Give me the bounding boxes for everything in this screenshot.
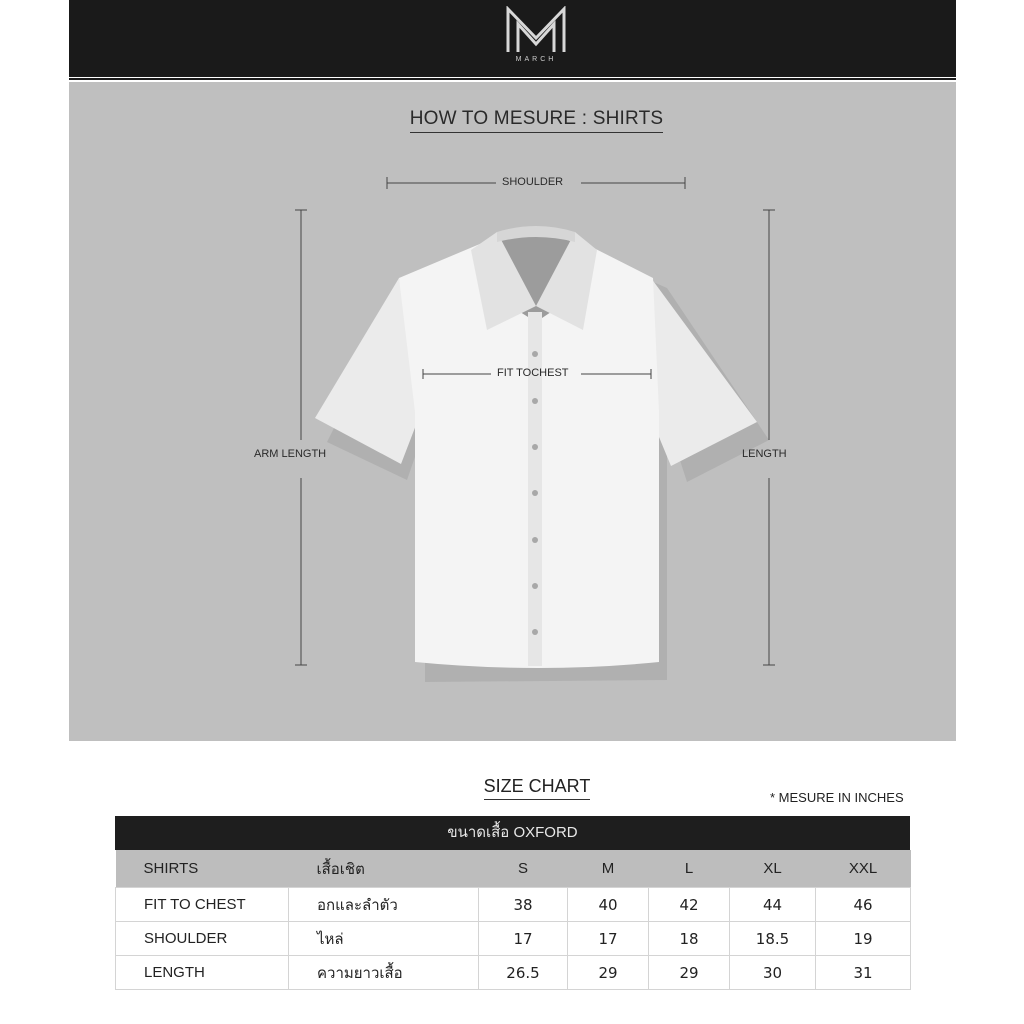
cell-l: 29: [649, 956, 730, 990]
unit-note: * MESURE IN INCHES: [770, 790, 904, 805]
header-thai: เสื้อเชิต: [289, 850, 479, 888]
cell-s: 26.5: [479, 956, 568, 990]
arm-length-label: ARM LENGTH: [254, 448, 327, 460]
header-size-xxl: XXL: [816, 850, 911, 888]
cell-l: 42: [649, 888, 730, 922]
cell-m: 40: [568, 888, 649, 922]
cell-s: 17: [479, 922, 568, 956]
size-chart-title: SIZE CHART: [437, 776, 637, 797]
brand-wordmark: MARCH: [515, 56, 557, 63]
row-thai: ความยาวเสื้อ: [289, 956, 479, 990]
table-header-row: [116, 850, 911, 888]
length-label: LENGTH: [742, 448, 787, 460]
row-name: FIT TO CHEST: [116, 888, 289, 922]
march-logo: [505, 6, 567, 66]
header-shirts: SHIRTS: [116, 850, 289, 888]
cell-l: 18: [649, 922, 730, 956]
table-row: [116, 888, 911, 922]
header-size-l: L: [649, 850, 730, 888]
size-table: [115, 816, 910, 990]
shoulder-label: SHOULDER: [502, 176, 564, 188]
brand-header: [69, 0, 956, 77]
cell-xl: 18.5: [730, 922, 816, 956]
cell-s: 38: [479, 888, 568, 922]
header-size-m: M: [568, 850, 649, 888]
row-name: SHOULDER: [116, 922, 289, 956]
cell-xxl: 19: [816, 922, 911, 956]
cell-xxl: 31: [816, 956, 911, 990]
header-size-s: S: [479, 850, 568, 888]
row-thai: ไหล่: [289, 922, 479, 956]
row-name: LENGTH: [116, 956, 289, 990]
cell-xxl: 46: [816, 888, 911, 922]
cell-m: 17: [568, 922, 649, 956]
table-row: [116, 956, 911, 990]
row-thai: อกและลำตัว: [289, 888, 479, 922]
measure-title: HOW TO MESURE : SHIRTS: [69, 108, 1004, 130]
cell-xl: 44: [730, 888, 816, 922]
cell-xl: 30: [730, 956, 816, 990]
header-size-xl: XL: [730, 850, 816, 888]
table-row: [116, 922, 911, 956]
table-title: ขนาดเสื้อ OXFORD: [115, 816, 910, 850]
chest-label: FIT TOCHEST: [497, 367, 569, 379]
cell-m: 29: [568, 956, 649, 990]
measure-panel: [69, 82, 956, 741]
m-logo-icon: [505, 6, 567, 54]
header-divider: [69, 78, 956, 80]
